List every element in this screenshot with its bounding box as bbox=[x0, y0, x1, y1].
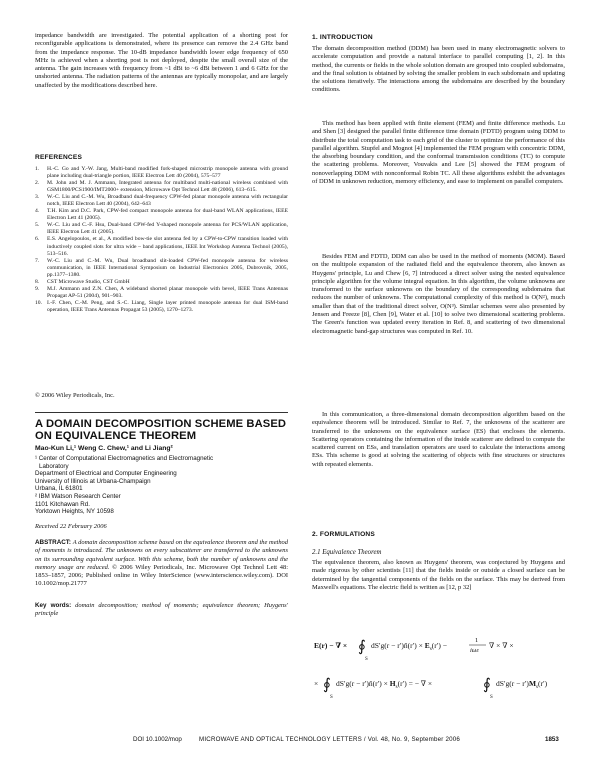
reference-number: 4. bbox=[35, 208, 40, 215]
svg-text:S: S bbox=[365, 657, 368, 662]
svg-text:dS′g(r − r′)Ms(r′): $dS'g(r - r')M_s(r')$ bbox=[496, 679, 548, 690]
reference-text: W.-C. Liu and C.-F. Hsu, Dual-band CPW-fed Y-shaped monopole antenna for PCS/WLAN application, IEEE Electron Lett 41 (2005). bbox=[47, 222, 288, 236]
section-1-paragraph-1: The domain decomposition method (DDM) has been used in many electromagnetic solvers to accelerate computation and provide a natural interface to parallel computing [1, 2]. In this method, the currents or fields in the whole solution domain are grouped into coupled subdomains, and the final solution is obtained by solving the smaller problem in each subdomain and updating the solutions iteratively. The interactions among the subdomains are described by the boundary conditions. bbox=[312, 45, 565, 94]
affiliation-line: Department of Electrical and Computer Engineering bbox=[35, 470, 177, 478]
keywords bbox=[35, 602, 288, 619]
reference-item bbox=[35, 180, 288, 194]
article-title: A DOMAIN DECOMPOSITION SCHEME BASED ON EQUIVALENCE THEOREM bbox=[35, 418, 287, 443]
reference-number: 8. bbox=[35, 278, 40, 285]
section-1-paragraph-2: This method has been applied with finite element (FEM) and finite difference methods. Lu and Shen [3] designed the parallel finite difference time domain (FDTD) program using DDM to distribute the total computation task to each grid of the cluster to optimize the performance of this parallel algorithm. Stupfel and Mognot [4] implemented the FEM program with concentric DDM, the absorbing boundary condition, and the conformal transmission conditions (TC) to compute the scattering problems. Moreover, Vouvakis and Lee [5] showed the FEM program of nonoverlapping DDM with nonconformal Robin TC. All these algorithms exhibit the advantages of DDM in unknown reduction, memory efficiency, and ease to implement on parallel computers. bbox=[312, 120, 565, 186]
svg-text:S: S bbox=[490, 695, 493, 700]
references-list bbox=[35, 166, 288, 314]
section-2-1-paragraph: The equivalence theorem, also known as Huygens' theorem, was conjectured by Huygens and made rigorous by other scientists [11] that the fields inside or outside a closed surface can be determined by the tangential components of the fields on the surface. This may be derived from Maxwell's equations. The electric field is written as [12, p 32] bbox=[312, 559, 565, 591]
affiliation-line: Laboratory bbox=[39, 462, 69, 470]
footer-page-number: 1853 bbox=[545, 736, 559, 743]
reference-number: 6. bbox=[35, 236, 40, 243]
svg-text:∮: ∮ bbox=[483, 677, 491, 693]
svg-text:E(r) − ∇ ×: E(r) − ∇ × bbox=[314, 641, 348, 650]
reference-number: 3. bbox=[35, 194, 40, 201]
reference-item bbox=[35, 194, 288, 208]
reference-item bbox=[35, 258, 288, 279]
reference-item bbox=[35, 286, 288, 300]
svg-text:∮: ∮ bbox=[358, 639, 366, 655]
author-line: Mao-Kun Li,¹ Weng C. Chew,¹ and Li Jiang² bbox=[35, 445, 173, 452]
reference-item bbox=[35, 236, 288, 257]
received-date: Received 22 February 2006 bbox=[35, 523, 107, 530]
copyright-line: © 2006 Wiley Periodicals, Inc. bbox=[35, 392, 115, 399]
section-2-heading: 2. FORMULATIONS bbox=[312, 531, 375, 538]
reference-number: 7. bbox=[35, 257, 40, 264]
reference-item bbox=[35, 166, 288, 180]
affiliation-line: Yorktown Heights, NY 10598 bbox=[35, 508, 114, 516]
reference-item bbox=[35, 279, 288, 286]
page-footer bbox=[35, 734, 565, 748]
affiliation-line: ² IBM Watson Research Center bbox=[35, 492, 121, 500]
section-1-paragraph-3: Besides FEM and FDTD, DDM can also be used in the method of moments (MOM). Based on the multipole expansion of the radiated field and the equivalence theorem, also known as Huygens' principle, Lu and Chew [6, 7] introduced a direct solver using the nested equivalence principle algorithm for the volume integral equation. In this algorithm, the volume unknowns are transformed to the surface unknowns on the boundary of the corresponding subdomains that reduces the number of unknowns. The computational complexity of this method is O(N²), much smaller than that of the traditional direct solver, O(N³). Similar schemes were also presented by Jensen and Freeze [8], Chen [9], Water et al. [10] to solve two dimensional scattering problems. The Green's function was updated every iteration in Ref. 8, and scattering of two dimensional electromagnetic band-gap structures was computed in Ref. 10. bbox=[312, 253, 565, 335]
reference-item bbox=[35, 222, 288, 236]
reference-item bbox=[35, 208, 288, 222]
reference-text: I.-F. Chen, C.-M. Peng, and S.-C. Liang, Single layer printed monopole antenna for dual ISM-band operation, IEEE Trans Antennas Propagat 53 (2005), 1270–1273. bbox=[47, 299, 288, 313]
abstract-label: ABSTRACT: bbox=[35, 539, 72, 546]
footer-doi: DOI 10.1002/mop bbox=[133, 736, 182, 743]
svg-text:iωε: iωε bbox=[470, 647, 479, 654]
keywords-label: Key words: bbox=[35, 602, 72, 609]
affiliation-line: ¹ Center of Computational Electromagnetics and Electromagnetic bbox=[35, 455, 214, 462]
affiliation-line: Urbana, IL 61801 bbox=[35, 485, 83, 493]
reference-text: E.S. Angelopoulos, et al., A modified bow-tie slot antenna fed by a CPW-to-CPW transition loaded with inductively coupled slots for ultra wide – band applications, IEEE Int Workshop Antenna Technol (2005), 513–516. bbox=[47, 236, 288, 257]
section-2-1-heading: 2.1 Equivalence Theorem bbox=[312, 549, 382, 556]
section-1-paragraph-4: In this communication, a three-dimensional domain decomposition algorithm based on the equivalence theorem will be introduced. Similar to Ref. 7, the unknowns of the scatterer are transferred to the unknowns on the equivalence surface (ES) that encloses the elements. Scattering operators containing the information of the inside scatterer are defined to compute the scattered current on ESs, and translation operators are used to calculate the interactions among ESs. This scheme is good at solving the scattering of objects with fine structures or structures with repeated elements. bbox=[312, 411, 565, 468]
svg-text:dS′g(r − r′)n̂(r′) × Es(r′) −: dS′g(r − r′)n̂(r′) × $E_s(r')$ − bbox=[371, 641, 448, 652]
reference-text: M. John and M. J. Ammann, Integrated antenna for multiband multi-national wireless combined with GSM1800/PCS1900/IMT2000+ extension, Microwave Opt Technol Lett 48 (2006), 613–615. bbox=[47, 180, 288, 194]
reference-text: H.-C. Go and Y.-W. Jang, Multi-band modified fork-shaped microstrip monopole antenna with ground plane including dual-triangle portion, IEEE Electron Lett 40 (2004), 575–577 bbox=[47, 166, 288, 180]
references-heading: REFERENCES bbox=[35, 154, 83, 161]
keywords-text: domain decomposition; method of moments; equivalence theorem; Huygens' principle bbox=[35, 602, 288, 618]
abstract bbox=[35, 539, 288, 589]
reference-number: 2. bbox=[35, 180, 40, 187]
affiliation-line: University of Illinois at Urbana-Champaign bbox=[35, 477, 151, 485]
reference-text: W.-C. Liu and C.-M. Wu, Broadband dual-frequency CPW-fed planar monopole antenna with rectangular notch, IEEE Electron Lett 40 (2004), 642–643 bbox=[47, 194, 288, 208]
affiliation-line: 1101 Kitchawan Rd. bbox=[35, 500, 90, 508]
reference-number: 5. bbox=[35, 222, 40, 229]
svg-text:1: 1 bbox=[475, 637, 479, 644]
reference-item bbox=[35, 300, 288, 314]
reference-text: M.J. Ammann and Z.N. Chen, A wideband shorted planar monopole with bevel, IEEE Trans Antennas Propagat AP-51 (2004), 901–903. bbox=[47, 285, 288, 299]
reference-text: W.-C. Liu and C.-M. Wu, Dual broadband slit-loaded CPW-fed monopole antenna for wireless communication, in IEEE International Symposium on Industrial Electronics 2005, Dubrovnik, 2005, pp.1377–1380. bbox=[47, 257, 288, 278]
reference-text: T.H. Kim and D.C. Park, CPW-fed compact monopole antenna for dual-band WLAN applications, IEEE Electron Lett 41 (2005). bbox=[47, 208, 288, 222]
reference-number: 9. bbox=[35, 285, 40, 292]
section-1-heading: 1. INTRODUCTION bbox=[312, 34, 373, 41]
section-divider bbox=[35, 412, 288, 413]
intro-paragraph: impedance bandwidth are investigated. The potential application of a shorting post for reconfigurable applications is demonstrated, where its presence can remove the 2.4 GHz band from the impedance response. The 10-dB impedance bandwidth lower edge frequency of 650 MHz is achieved when a shorting post is not deployed, despite the small overall size of the antenna. The gain increases with frequency from ~1 dBi to ~6 dBi between 1 and 6 GHz for the unshorted antenna. The radiation patterns of the antennas are typically monopolar, and are largely unaffected by the modifications described here. bbox=[35, 32, 288, 89]
abstract-text: A domain decomposition scheme based on the equivalence theorem and the method of moments is introduced. The unknowns on every subscatterer are transferred to the unknowns on its surrounding equivalent surface. With this scheme, both the number of unknowns and the memory usage are reduced. bbox=[35, 539, 288, 571]
reference-number: 1. bbox=[35, 166, 40, 172]
abstract-citation: © 2006 Wiley Periodicals, Inc. Microwave Opt Technol Lett 48: 1853–1857, 2006; Published online in Wiley InterScience (www.interscience.wiley.com). DOI 10.1002/mop.21777 bbox=[35, 563, 288, 588]
svg-text:×: × bbox=[314, 679, 319, 688]
affiliations bbox=[35, 455, 288, 516]
svg-text:∇ × ∇ ×: ∇ × ∇ × bbox=[489, 641, 514, 650]
reference-number: 10. bbox=[35, 299, 42, 306]
svg-text:S: S bbox=[330, 695, 333, 700]
svg-text:dS′g(r − r′)n̂(r′) × Hs(r′) =: dS′g(r − r′)n̂(r′) × $H_s(r')$ = − ∇ × bbox=[336, 679, 433, 690]
reference-text: CST Microwave Studio, CST GmbH bbox=[47, 278, 130, 285]
svg-text:∮: ∮ bbox=[323, 677, 331, 693]
footer-journal: MICROWAVE AND OPTICAL TECHNOLOGY LETTERS / Vol. 48, No. 9, September 2006 bbox=[199, 736, 461, 743]
